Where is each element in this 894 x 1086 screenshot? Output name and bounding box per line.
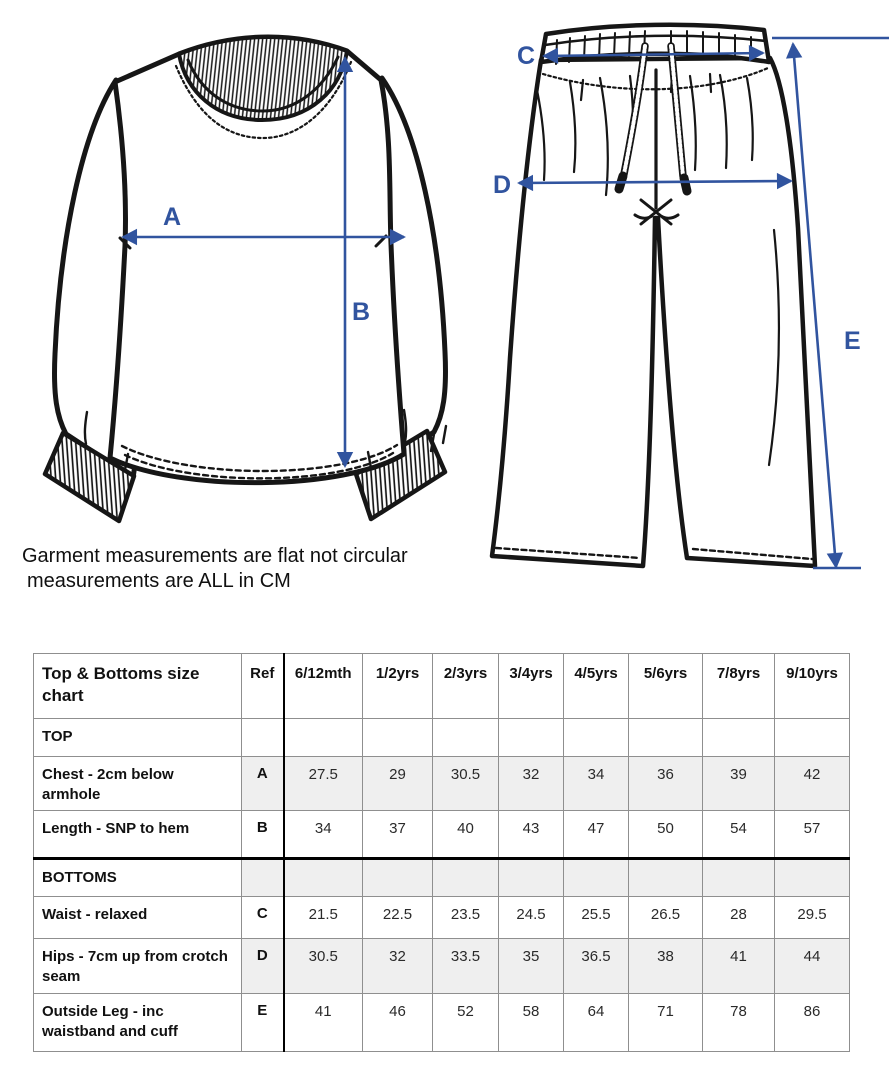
section-empty-cell <box>564 719 629 757</box>
section-empty-cell <box>629 719 703 757</box>
measurement-label: Length - SNP to hem <box>34 811 242 859</box>
section-empty-cell <box>284 719 363 757</box>
value-cell: 54 <box>703 811 775 859</box>
value-cell: 50 <box>629 811 703 859</box>
value-cell: 30.5 <box>433 757 499 811</box>
measurement-row <box>34 811 850 859</box>
value-cell: 29 <box>363 757 433 811</box>
value-cell: 46 <box>363 994 433 1052</box>
value-cell: 33.5 <box>433 939 499 994</box>
section-empty-cell <box>703 859 775 897</box>
measurement-row <box>34 994 850 1052</box>
value-cell: 34 <box>284 811 363 859</box>
value-cell: 37 <box>363 811 433 859</box>
size-column-header: 7/8yrs <box>703 654 775 719</box>
value-cell: 22.5 <box>363 897 433 939</box>
section-empty-cell <box>499 859 564 897</box>
section-row <box>34 859 850 897</box>
value-cell: 21.5 <box>284 897 363 939</box>
section-empty-cell <box>775 719 850 757</box>
ref-cell: C <box>242 897 284 939</box>
value-cell: 47 <box>564 811 629 859</box>
section-row <box>34 719 850 757</box>
measure-label-waist: C <box>517 42 536 70</box>
section-ref-cell <box>242 719 284 757</box>
value-cell: 41 <box>703 939 775 994</box>
value-cell: 40 <box>433 811 499 859</box>
measurement-row <box>34 939 850 994</box>
measurement-row <box>34 897 850 939</box>
value-cell: 57 <box>775 811 850 859</box>
value-cell: 78 <box>703 994 775 1052</box>
ref-cell: B <box>242 811 284 859</box>
value-cell: 41 <box>284 994 363 1052</box>
value-cell: 42 <box>775 757 850 811</box>
drawstring-aglet-right <box>684 178 687 191</box>
size-column-header: 6/12mth <box>284 654 363 719</box>
section-empty-cell <box>564 859 629 897</box>
table-header <box>34 654 850 719</box>
section-empty-cell <box>499 719 564 757</box>
value-cell: 39 <box>703 757 775 811</box>
value-cell: 36 <box>629 757 703 811</box>
measurement-label: Waist - relaxed <box>34 897 242 939</box>
section-empty-cell <box>363 859 433 897</box>
measurement-row <box>34 757 850 811</box>
section-name: TOP <box>34 719 242 757</box>
value-cell: 32 <box>499 757 564 811</box>
value-cell: 30.5 <box>284 939 363 994</box>
ref-cell: A <box>242 757 284 811</box>
ref-column-header: Ref <box>242 654 284 719</box>
size-chart-table <box>33 653 850 1052</box>
value-cell: 71 <box>629 994 703 1052</box>
value-cell: 35 <box>499 939 564 994</box>
section-empty-cell <box>775 859 850 897</box>
value-cell: 34 <box>564 757 629 811</box>
value-cell: 36.5 <box>564 939 629 994</box>
section-empty-cell <box>629 859 703 897</box>
ref-cell: E <box>242 994 284 1052</box>
measure-label-hips: D <box>493 171 512 199</box>
measurement-note <box>22 544 408 594</box>
value-cell: 52 <box>433 994 499 1052</box>
ref-cell: D <box>242 939 284 994</box>
table-title: Top & Bottoms size chart <box>34 654 242 719</box>
section-empty-cell <box>703 719 775 757</box>
measurement-label: Chest - 2cm below armhole <box>34 757 242 811</box>
value-cell: 86 <box>775 994 850 1052</box>
value-cell: 24.5 <box>499 897 564 939</box>
section-empty-cell <box>433 719 499 757</box>
top-flat-sketch <box>30 14 460 534</box>
measure-label-chest: A <box>163 203 182 231</box>
value-cell: 64 <box>564 994 629 1052</box>
size-column-header: 9/10yrs <box>775 654 850 719</box>
legs <box>492 58 815 566</box>
measure-label-outside-leg: E <box>844 327 861 355</box>
section-empty-cell <box>433 859 499 897</box>
value-cell: 58 <box>499 994 564 1052</box>
size-column-header: 5/6yrs <box>629 654 703 719</box>
value-cell: 27.5 <box>284 757 363 811</box>
size-column-header: 2/3yrs <box>433 654 499 719</box>
value-cell: 25.5 <box>564 897 629 939</box>
header-row <box>34 654 850 719</box>
value-cell: 28 <box>703 897 775 939</box>
value-cell: 43 <box>499 811 564 859</box>
section-ref-cell <box>242 859 284 897</box>
size-column-header: 4/5yrs <box>564 654 629 719</box>
measurement-label: Hips - 7cm up from crotch seam <box>34 939 242 994</box>
measure-label-length: B <box>352 298 371 326</box>
top-outline <box>45 37 446 521</box>
table-body <box>34 719 850 1052</box>
section-empty-cell <box>363 719 433 757</box>
note-line-1: Garment measurements are flat not circular <box>22 545 408 567</box>
measurement-label: Outside Leg - inc waistband and cuff <box>34 994 242 1052</box>
section-empty-cell <box>284 859 363 897</box>
value-cell: 32 <box>363 939 433 994</box>
value-cell: 44 <box>775 939 850 994</box>
value-cell: 38 <box>629 939 703 994</box>
size-column-header: 1/2yrs <box>363 654 433 719</box>
value-cell: 29.5 <box>775 897 850 939</box>
bottoms-flat-sketch <box>475 18 894 595</box>
value-cell: 26.5 <box>629 897 703 939</box>
note-line-2: measurements are ALL in CM <box>27 570 291 592</box>
size-column-header: 3/4yrs <box>499 654 564 719</box>
value-cell: 23.5 <box>433 897 499 939</box>
section-name: BOTTOMS <box>34 859 242 897</box>
